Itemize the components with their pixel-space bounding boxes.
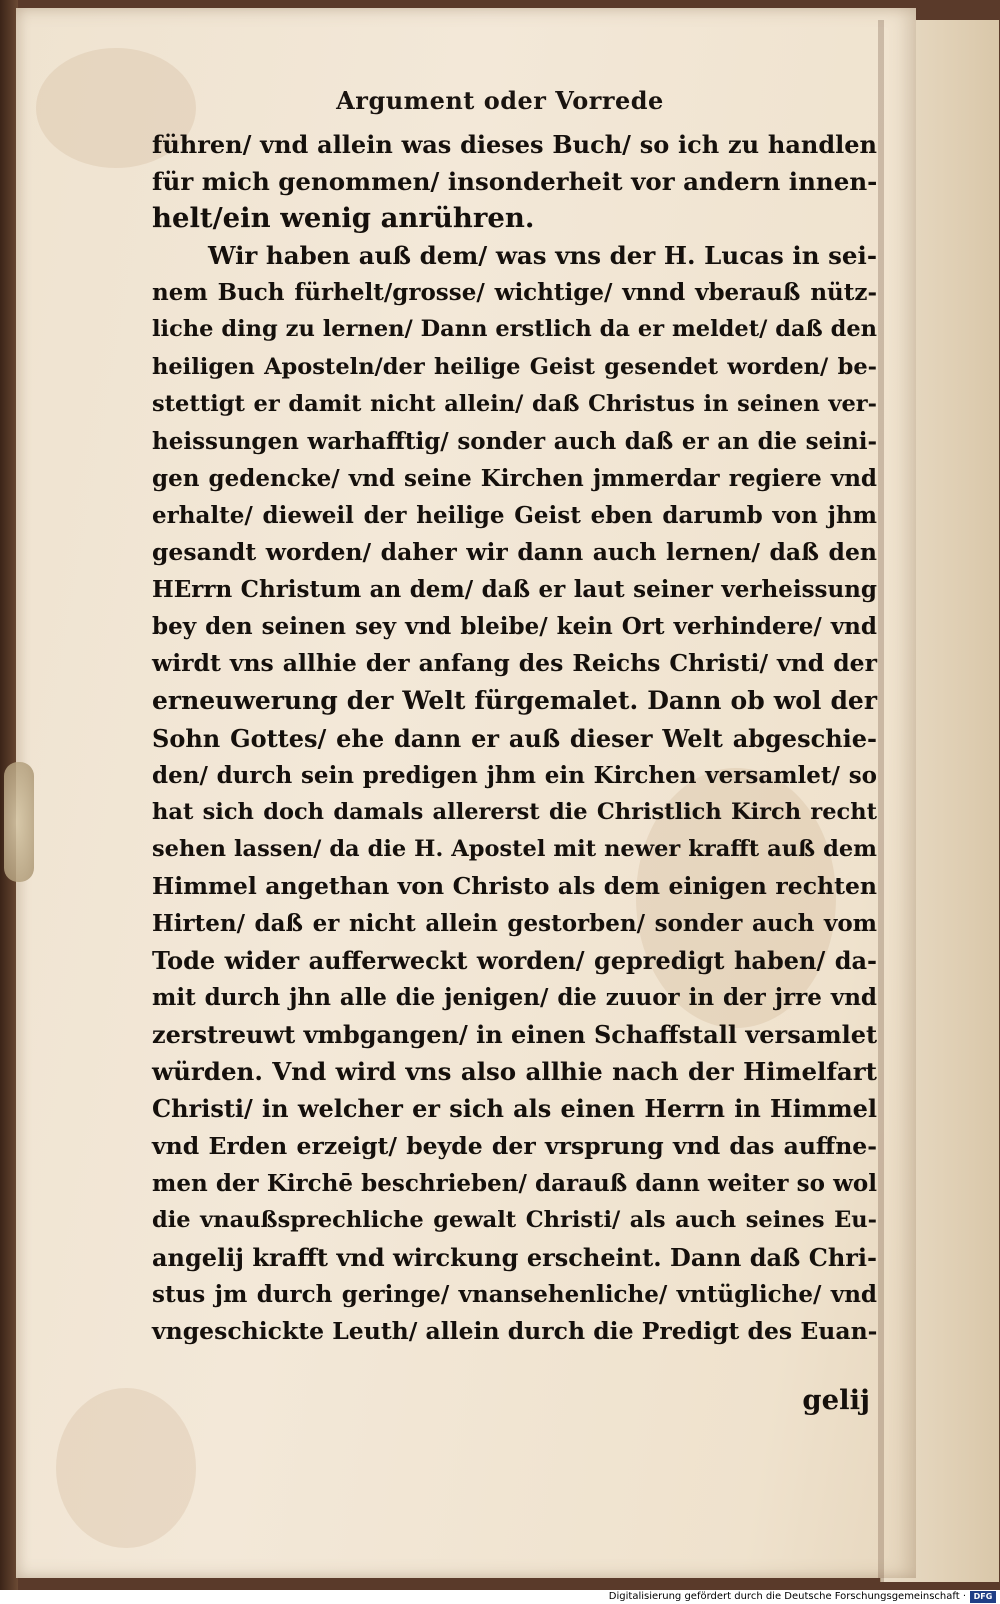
footer-credit: Digitalisierung gefördert durch die Deutsche Forschungsgemeinschaft · — [608, 1591, 966, 1602]
text-line: stettigt er damit nicht allein/ daß Christus in seinen ver- — [152, 390, 877, 417]
text-line: vnd Erden erzeigt/ beyde der vrsprung vnd das auffne- — [152, 1131, 877, 1160]
text-line: men der Kirchē beschrieben/ darauß dann weiter so wol — [152, 1169, 877, 1197]
catchword: gelij — [802, 1384, 870, 1416]
text-line: Christi/ in welcher er sich als einen Herrn in Himmel — [152, 1094, 877, 1124]
text-line: helt/ein wenig anrühren. — [152, 202, 535, 235]
text-line: sehen lassen/ da die H. Apostel mit newer krafft auß dem — [152, 835, 877, 862]
text-line: für mich genommen/ insonderheit vor andern innen- — [152, 167, 878, 197]
text-line: mit durch jhn alle die jenigen/ die zuuor in der jrre vnd — [152, 984, 877, 1012]
dfg-logo: DFG — [970, 1591, 996, 1603]
text-line: Wir haben auß dem/ was vns der H. Lucas in sei- — [208, 241, 877, 271]
text-line: stus jm durch geringe/ vnansehenliche/ vntügliche/ vnd — [152, 1280, 877, 1308]
text-line: heiligen Aposteln/der heilige Geist gesendet worden/ be- — [152, 353, 877, 380]
text-line: Himmel angethan von Christo als dem einigen rechten — [152, 871, 877, 900]
text-line: nem Buch fürhelt/grosse/ wichtige/ vnnd vberauß nütz- — [152, 279, 877, 307]
book-clasp — [4, 762, 34, 882]
text-line: Tode wider aufferweckt worden/ gepredigt haben/ da- — [152, 946, 877, 976]
running-head: Argument oder Vorrede — [336, 86, 664, 115]
text-line: würden. Vnd wird vns also allhie nach der Himelfart — [152, 1057, 877, 1087]
text-line: zerstreuwt vmbgangen/ in einen Schaffstall versamlet — [152, 1020, 878, 1050]
text-line: führen/ vnd allein was dieses Buch/ so ich zu handlen — [152, 130, 877, 159]
text-line: heissungen warhafftig/ sonder auch daß er an die seini- — [152, 427, 877, 455]
text-line: angelij krafft vnd wirckung erscheint. Dann daß Chri- — [152, 1242, 877, 1272]
text-line: die vnaußsprechliche gewalt Christi/ als auch seines Eu- — [152, 1206, 877, 1233]
text-line: den/ durch sein predigen jhm ein Kirchen versamlet/ so — [152, 761, 877, 789]
text-line: bey den seinen sey vnd bleibe/ kein Ort verhindere/ vnd — [152, 613, 877, 641]
text-line: gen gedencke/ vnd seine Kirchen jmmerdar regiere vnd — [152, 464, 877, 492]
text-line: erhalte/ dieweil der heilige Geist eben darumb von jhm — [152, 501, 877, 529]
text-line: liche ding zu lernen/ Dann erstlich da er meldet/ daß den — [152, 316, 877, 343]
text-line: vngeschickte Leuth/ allein durch die Predigt des Euan- — [152, 1317, 878, 1345]
text-line: wirdt vns allhie der anfang des Reichs Christi/ vnd der — [152, 649, 877, 678]
text-line: gesandt worden/ daher wir dann auch lernen/ daß den — [152, 538, 877, 567]
paper-stain — [56, 1388, 196, 1548]
text-line: erneuwerung der Welt fürgemalet. Dann ob wol der — [152, 686, 877, 716]
text-line: hat sich doch damals allererst die Christlich Kirch recht — [152, 798, 877, 825]
text-line: Sohn Gottes/ ehe dann er auß dieser Welt abgeschie- — [152, 723, 877, 753]
body-text — [152, 126, 877, 1350]
page-gutter-shadow — [878, 20, 884, 1582]
text-line: Hirten/ daß er nicht allein gestorben/ sonder auch vom — [152, 909, 877, 937]
text-line: HErrn Christum an dem/ daß er laut seiner verheissung — [152, 576, 877, 604]
